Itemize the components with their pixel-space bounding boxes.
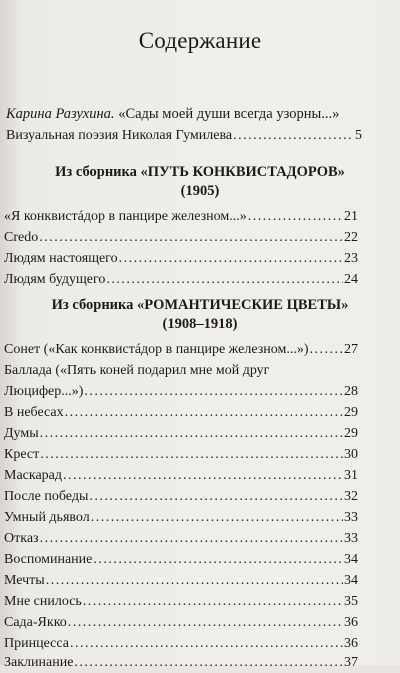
toc-row (4, 206, 358, 227)
dot-leader (68, 612, 343, 633)
toc-title: Думы (4, 426, 39, 441)
intro-page: 5 (355, 128, 362, 143)
intro-entry (6, 104, 362, 146)
toc-title-first-line: Баллада («Пять коней подарил мне мой друг (4, 363, 270, 378)
toc-title: Людям настоящего (4, 251, 118, 266)
toc-page: 34 (344, 552, 358, 567)
toc-page: 21 (344, 209, 358, 224)
toc-page: 30 (344, 447, 358, 462)
toc-row (4, 423, 358, 444)
toc-title: Сада-Якко (4, 615, 67, 630)
toc-title: «Я конквистáдор в панцире железном...» (4, 209, 247, 224)
dot-leader (91, 507, 343, 528)
toc-title: Умный дьявол (4, 510, 90, 525)
toc-row (4, 528, 358, 549)
intro-title-start: «Сады моей души всегда узорны...» (118, 106, 340, 122)
toc-row (4, 227, 358, 248)
toc-row (4, 444, 358, 465)
toc-title: Credo (4, 230, 39, 245)
toc-title: Принцесса (4, 636, 69, 651)
toc-page: 24 (344, 272, 358, 287)
toc-page: 36 (344, 636, 358, 651)
toc-page: 33 (344, 510, 358, 525)
toc-row (4, 269, 358, 290)
intro-author: Карина Разухина. (6, 106, 115, 122)
toc-page: 34 (344, 573, 358, 588)
toc-page: 27 (344, 342, 358, 357)
dot-leader (63, 465, 343, 486)
toc-page: 36 (344, 615, 358, 630)
toc-title: Мечты (4, 573, 45, 588)
section-2-heading (0, 296, 400, 334)
toc-row (4, 612, 358, 633)
toc-page: 31 (344, 468, 358, 483)
toc-row (4, 339, 358, 360)
toc-row (4, 381, 358, 402)
toc-row (4, 465, 358, 486)
toc-row (4, 549, 358, 570)
toc-title: Маскарад (4, 468, 63, 483)
toc-row (4, 633, 358, 654)
dot-leader (106, 269, 343, 290)
toc-row (4, 591, 358, 612)
toc-row (4, 248, 358, 269)
toc-row (4, 402, 358, 423)
dot-leader (74, 652, 343, 673)
dot-leader (93, 549, 343, 570)
toc-title: После победы (4, 489, 89, 504)
toc-page: 29 (344, 426, 358, 441)
toc-page: 33 (344, 531, 358, 546)
dot-leader (46, 570, 343, 591)
dot-leader (310, 339, 343, 360)
dot-leader (40, 423, 343, 444)
dot-leader (83, 591, 343, 612)
section-1-years: (1905) (180, 183, 220, 199)
dot-leader (40, 528, 343, 549)
dot-leader (65, 402, 343, 423)
dot-leader (248, 206, 343, 227)
dot-leader (70, 633, 343, 654)
toc-page: 37 (344, 655, 358, 670)
toc-row (4, 486, 358, 507)
toc-page: 23 (344, 251, 358, 266)
toc-title: Сонет («Как конквистáдор в панцире железном...») (4, 342, 309, 357)
toc-title: Людям будущего (4, 272, 106, 287)
toc-title: Крест (4, 447, 40, 462)
intro-title-end: Визуальная поэзия Николая Гумилева (6, 128, 233, 143)
section-2-title: Из сборника «РОМАНТИЧЕСКИЕ ЦВЕТЫ» (51, 297, 349, 313)
dot-leader (233, 125, 354, 146)
toc-page: 29 (344, 405, 358, 420)
toc-title: Отказ (4, 531, 39, 546)
toc-page: 35 (344, 594, 358, 609)
dot-leader (89, 486, 343, 507)
section-2-years: (1908–1918) (162, 316, 238, 332)
toc-row (4, 507, 358, 528)
toc-title: В небесах (4, 405, 64, 420)
toc-title: Заклинание (4, 655, 74, 670)
toc-row (4, 652, 358, 673)
toc-page: 28 (344, 384, 358, 399)
section-1-heading (0, 163, 400, 201)
toc-title: Воспоминание (4, 552, 93, 567)
toc-page: 32 (344, 489, 358, 504)
dot-leader (39, 227, 343, 248)
toc-row (4, 570, 358, 591)
page-title: Содержание (138, 28, 262, 53)
section-1-title: Из сборника «ПУТЬ КОНКВИСТАДОРОВ» (55, 164, 345, 180)
toc-title-continuation: Люцифер...») (4, 384, 84, 399)
dot-leader (40, 444, 343, 465)
intro-second-line (6, 125, 362, 146)
dot-leader (84, 381, 343, 402)
intro-first-line (6, 104, 362, 125)
dot-leader (119, 248, 343, 269)
toc-title: Мне снилось (4, 594, 82, 609)
toc-page: 22 (344, 230, 358, 245)
